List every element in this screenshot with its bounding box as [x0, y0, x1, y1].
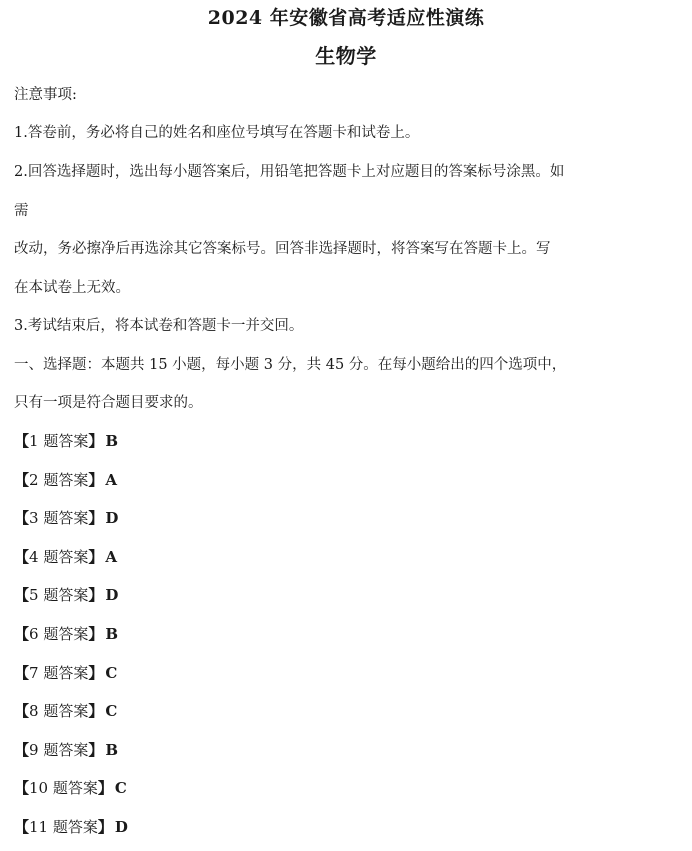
answer-row-7: [14, 663, 678, 683]
section-1-instruction-line-2: 只有一项是符合题目要求的。: [14, 395, 203, 411]
answer-letter: C: [105, 664, 118, 682]
answer-label: 7 题答案: [29, 664, 89, 682]
section-1-instruction-line-1: 一、选择题：本题共 15 小题，每小题 3 分，共 45 分。在每小题给出的四个选项中，: [14, 357, 567, 373]
close-bracket: 】: [97, 779, 113, 797]
answer-row-3: [14, 508, 678, 528]
open-bracket: 【: [14, 664, 30, 682]
answer-label: 3 题答案: [29, 509, 89, 527]
answer-letter: A: [105, 548, 117, 566]
answer-label: 6 题答案: [29, 625, 89, 643]
answer-row-4: [14, 547, 678, 567]
notes-item-2-line-1: 2.回答选择题时，选出每小题答案后，用铅笔把答题卡上对应题目的答案标号涂黑。如: [14, 164, 565, 180]
answer-row-8: [14, 701, 678, 721]
answer-letter: C: [114, 779, 127, 797]
open-bracket: 【: [14, 625, 30, 643]
answer-letter: B: [105, 432, 119, 450]
notes-item-2-line-3: 改动，务必擦净后再选涂其它答案标号。回答非选择题时，将答案写在答题卡上。写: [14, 241, 551, 257]
answer-label: 5 题答案: [29, 586, 89, 604]
answer-letter: B: [105, 741, 119, 759]
notes-item-2-line-2: 需: [14, 203, 29, 219]
open-bracket: 【: [14, 548, 30, 566]
close-bracket: 】: [88, 741, 104, 759]
close-bracket: 】: [88, 664, 104, 682]
close-bracket: 】: [88, 702, 104, 720]
notes-heading: 注意事项:: [14, 87, 77, 103]
close-bracket: 】: [88, 509, 104, 527]
answer-row-9: [14, 740, 678, 760]
open-bracket: 【: [14, 779, 30, 797]
answer-letter: B: [105, 625, 119, 643]
open-bracket: 【: [14, 818, 30, 836]
answer-letter: D: [105, 586, 119, 604]
close-bracket: 】: [88, 586, 104, 604]
answer-label: 1 题答案: [29, 432, 89, 450]
answer-row-1: [14, 431, 678, 451]
close-bracket: 】: [97, 818, 113, 836]
answer-row-6: [14, 624, 678, 644]
answer-letter: A: [105, 471, 117, 489]
answer-label: 9 题答案: [29, 741, 89, 759]
open-bracket: 【: [14, 432, 30, 450]
document-title: 2024 年安徽省高考适应性演练: [207, 7, 485, 29]
close-bracket: 】: [88, 625, 104, 643]
open-bracket: 【: [14, 471, 30, 489]
open-bracket: 【: [14, 509, 30, 527]
answer-label: 2 题答案: [29, 471, 89, 489]
close-bracket: 】: [88, 432, 104, 450]
notes-item-3: 3.考试结束后，将本试卷和答题卡一并交回。: [14, 318, 304, 334]
answer-row-11: [14, 817, 678, 837]
answer-row-2: [14, 470, 678, 490]
answer-row-10: [14, 778, 678, 798]
notes-item-2-line-4: 在本试卷上无效。: [14, 280, 130, 296]
notes-item-1: 1.答卷前，务必将自己的姓名和座位号填写在答题卡和试卷上。: [14, 125, 420, 141]
close-bracket: 】: [88, 548, 104, 566]
answer-label: 11 题答案: [29, 818, 98, 836]
subject-title: 生物学: [315, 44, 377, 68]
answer-row-5: [14, 585, 678, 605]
answer-letter: C: [105, 702, 118, 720]
open-bracket: 【: [14, 702, 30, 720]
answer-label: 10 题答案: [29, 779, 98, 797]
answer-label: 4 题答案: [29, 548, 89, 566]
close-bracket: 】: [88, 471, 104, 489]
open-bracket: 【: [14, 586, 30, 604]
open-bracket: 【: [14, 741, 30, 759]
answer-letter: D: [105, 509, 119, 527]
answer-label: 8 题答案: [29, 702, 89, 720]
answer-letter: D: [114, 818, 128, 836]
